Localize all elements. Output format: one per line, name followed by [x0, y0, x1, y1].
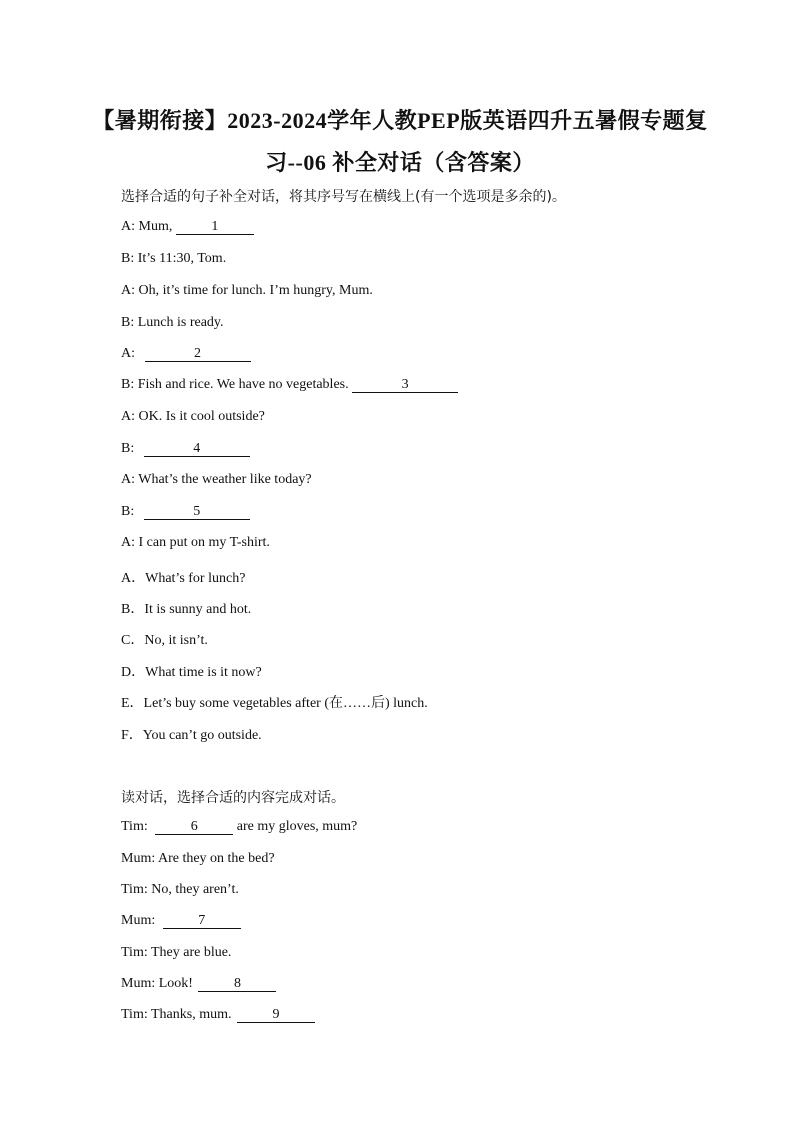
answer-blank: 9: [237, 1007, 315, 1023]
option-c: C．No, it isn’t.: [121, 633, 208, 648]
dialogue-line: Tim: 6 are my gloves, mum?: [121, 819, 358, 834]
answer-blank: 8: [198, 976, 276, 992]
option-a: A．What’s for lunch?: [121, 571, 246, 586]
option-e: E．Let’s buy some vegetables after (在……后) lunch.: [121, 696, 428, 711]
dialogue-line: A: What’s the weather like today?: [121, 472, 312, 487]
answer-blank: 3: [352, 377, 458, 393]
answer-blank: 2: [145, 346, 251, 362]
dialogue-line: A: OK. Is it cool outside?: [121, 409, 265, 424]
dialogue-line: A: I can put on my T-shirt.: [121, 535, 270, 550]
dialogue-line: Mum: Look! 8: [121, 976, 276, 992]
dialogue-line: B: 4: [121, 441, 250, 457]
title-line-1: 【暑期衔接】2023-2024学年人教PEP版英语四升五暑假专题复: [92, 108, 708, 133]
dialogue-line: Tim: They are blue.: [121, 945, 232, 960]
section1-instruction: 选择合适的句子补全对话，将其序号写在横线上(有一个选项是多余的)。: [121, 189, 566, 205]
dialogue-line: B: Lunch is ready.: [121, 315, 224, 330]
dialogue-line: B: 5: [121, 504, 250, 520]
section2-instruction: 读对话，选择合适的内容完成对话。: [121, 790, 345, 806]
title-line-2: 习--06 补全对话（含答案）: [265, 150, 535, 175]
dialogue-line: A: Mum, 1: [121, 219, 254, 235]
option-d: D．What time is it now?: [121, 665, 262, 680]
answer-blank: 5: [144, 504, 250, 520]
answer-blank: 7: [163, 913, 241, 929]
dialogue-line: A: 2: [121, 346, 251, 362]
answer-blank: 6: [155, 819, 233, 835]
dialogue-line: Mum: Are they on the bed?: [121, 851, 275, 866]
dialogue-line: Mum: 7: [121, 913, 241, 929]
dialogue-line: Tim: Thanks, mum. 9: [121, 1007, 315, 1023]
option-b: B．It is sunny and hot.: [121, 602, 252, 617]
dialogue-line: Tim: No, they aren’t.: [121, 882, 239, 897]
answer-blank: 4: [144, 441, 250, 457]
option-f: F．You can’t go outside.: [121, 728, 262, 743]
dialogue-line: B: Fish and rice. We have no vegetables. 3: [121, 377, 458, 393]
dialogue-line: B: It’s 11:30, Tom.: [121, 251, 227, 266]
answer-blank: 1: [176, 219, 254, 235]
dialogue-line: A: Oh, it’s time for lunch. I’m hungry, Mum.: [121, 283, 373, 298]
